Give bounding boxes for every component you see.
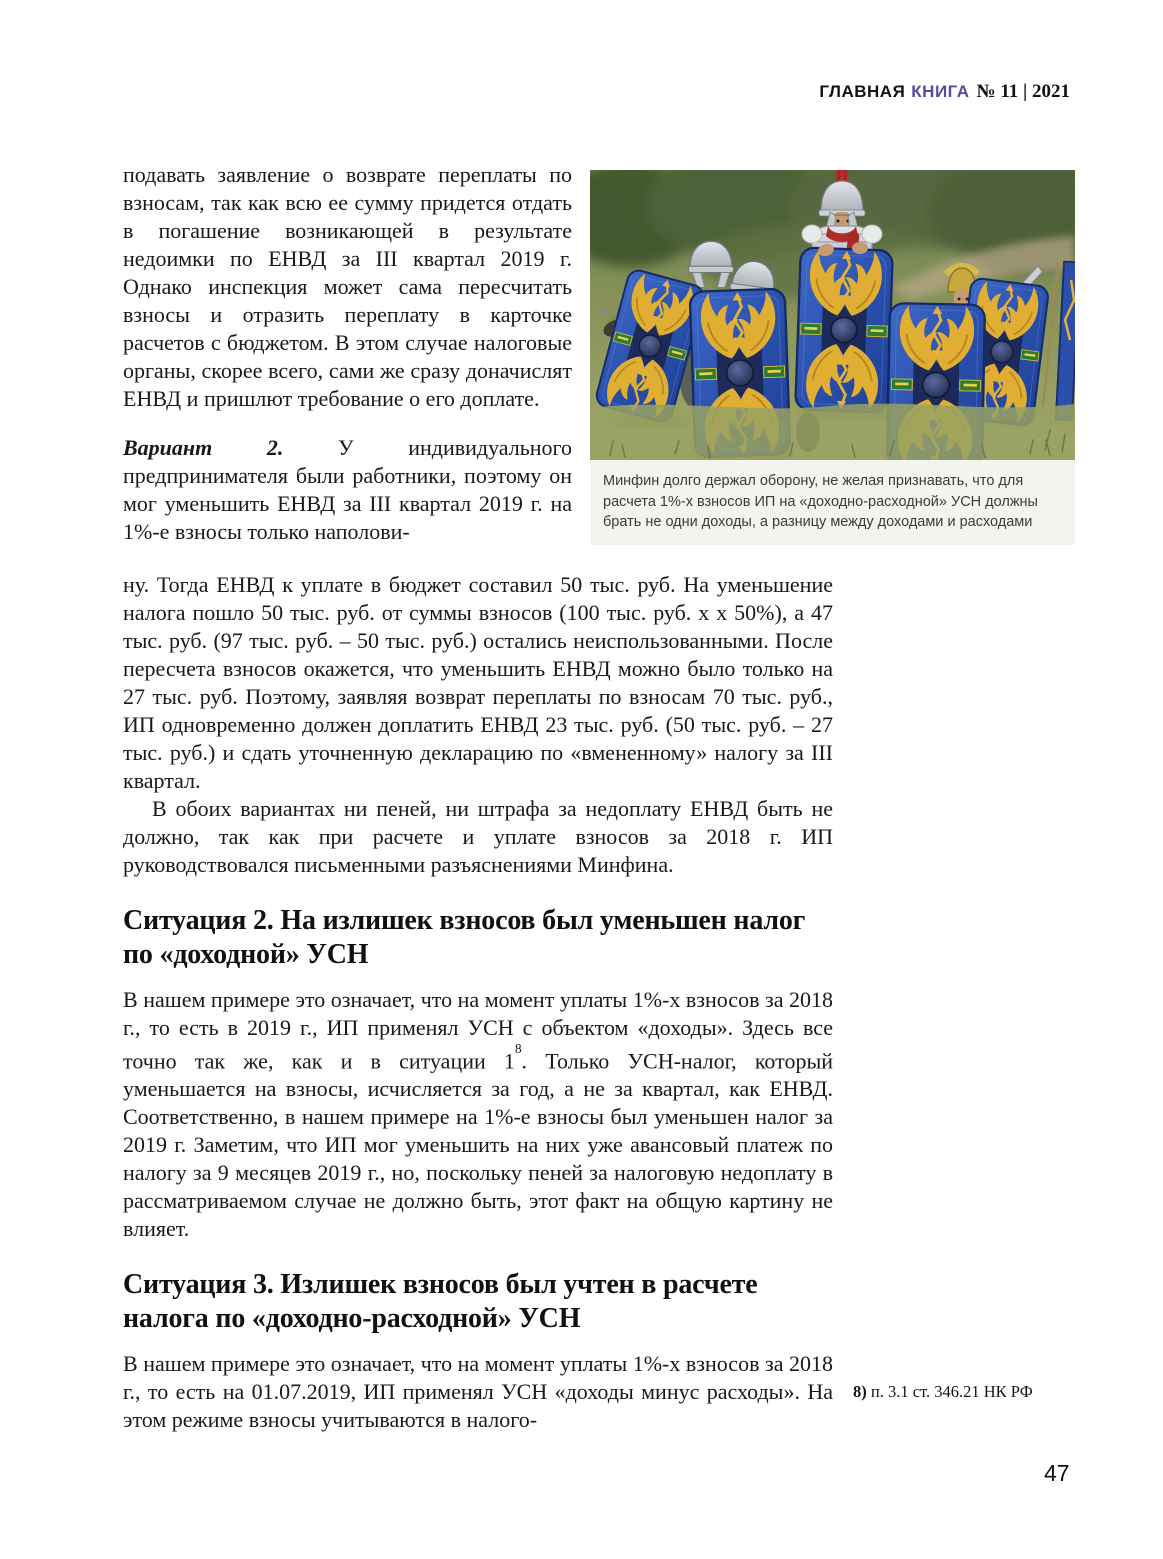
section-heading-situation-2: Ситуация 2. На излишек взносов был уменьшен налог по «доходной» УСН [123, 905, 806, 970]
footnote-text: п. 3.1 ст. 346.21 НК РФ [866, 1382, 1033, 1401]
main-text-column [123, 571, 833, 1434]
paragraph-situation-3: В нашем примере это означает, что на момент уплаты 1%-х взносов за 2018 г., то есть на 01.07.2019, ИП применял УСН «доходы минус расходы». На этом режиме взносы учитываются в налого- [123, 1351, 833, 1433]
situation-2-text-after-ref: . Только УСН-налог, который уменьшается на взносы, исчисляется за год, а не за квартал, как ЕНВД. Соответственно, в нашем примере на 1%-е взносы был уменьшен налог за 2019 г. Заметим, что ИП мог уменьшить на них уже авансовый платеж по налогу за 9 месяцев 2019 г., но, поскольку пеней за налоговую недоплату в рассматриваемом случае не должно быть, этот факт на общую картину не влияет. [123, 1048, 833, 1242]
left-text-column [123, 161, 572, 546]
footnote-marker: 8) [853, 1382, 867, 1401]
magazine-name: ГЛАВНАЯ [819, 82, 906, 101]
roman-shield [795, 247, 893, 412]
paragraph-variant-2 [123, 434, 572, 546]
paragraph-variant-2-continued: ну. Тогда ЕНВД к уплате в бюджет составил 50 тыс. руб. На уменьшение налога пошло 50 тыс. руб. от суммы взносов (100 тыс. руб. х х 50%), а 47 тыс. руб. (97 тыс. руб. – 50 тыс. руб.) остались неиспользованными. После пересчета взносов окажется, что уменьшить ЕНВД можно было только на 27 тыс. руб. Поэтому, заявляя возврат переплаты по взносам 70 тыс. руб., ИП одновременно должен доплатить ЕНВД 23 тыс. руб. (50 тыс. руб. – 27 тыс. руб.) и сдать уточненную декларацию по «вмененному» налогу за III квартал. [123, 572, 833, 793]
paragraph-situation-2 [123, 986, 833, 1243]
photo-caption: Минфин долго держал оборону, не желая признавать, что для расчета 1%-х взносов ИП на «доходно-расходной» УСН должны брать не одни доходы, а разницу между доходами и расходами [590, 460, 1075, 545]
footnote-ref-8: 8 [514, 1040, 522, 1056]
paragraph-continuation: подавать заявление о возврате переплаты по взносам, так как всю ее сумму придется отдать в погашение возникающей в результате недоимки по ЕНВД за III квартал 2019 г. Однако инспекция может сама пересчитать взносы и отразить переплату в карточке расчетов с бюджетом. В этом случае налоговые органы, скорее всего, сами же сразу доначислят ЕНВД и пришлют требование о его доплате. [123, 162, 572, 411]
magazine-name-accent: КНИГА [911, 82, 970, 101]
issue-number: № 11 | 2021 [976, 81, 1070, 102]
running-head [819, 81, 1070, 103]
section-heading-situation-3: Ситуация 3. Излишек взносов был учтен в расчете налога по «доходно-расходной» УСН [123, 1269, 758, 1335]
situation-2-text-before-ref: В нашем примере это означает, что на момент уплаты 1%-х взносов за 2018 г., то есть в 2019 г., ИП применял УСН с объектом «доходы». Здесь все точно так же, как и в ситуации 1 [123, 987, 833, 1074]
variant-2-text: У индивидуального предпринимателя были работники, поэтому он мог уменьшить ЕНВД за III квартал 2019 г. на 1%-е взносы только наполови- [123, 435, 572, 544]
margin-footnote-8 [853, 1381, 1093, 1402]
foreground-grass [590, 404, 1075, 460]
paragraph-both-variants: В обоих вариантах ни пеней, ни штрафа за недоплату ЕНВД быть не должно, так как при расчете и уплате взносов за 2018 г. ИП руководствовался письменными разъяснениями Минфина. [123, 796, 833, 877]
variant-2-label: Вариант 2. [123, 435, 284, 460]
page-number: 47 [1044, 1460, 1070, 1486]
figure-roman-legionaries [590, 170, 1075, 545]
roman-legionaries-photo [590, 170, 1075, 460]
